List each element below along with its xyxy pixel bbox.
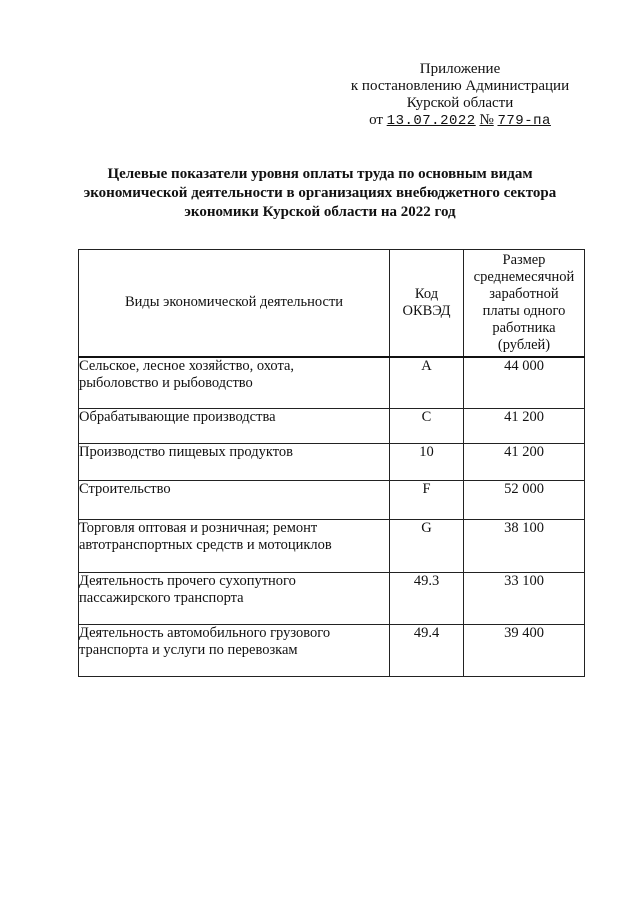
row-activity	[79, 444, 390, 481]
header-salary-line-6: (рублей)	[497, 336, 551, 353]
title-line-3: экономики Курской области на 2022 год	[184, 204, 456, 220]
row-activity-line: пассажирского транспорта	[79, 590, 244, 606]
row-activity-line: рыболовство и рыбоводство	[79, 374, 253, 391]
row-activity-line: Строительство	[79, 481, 171, 497]
row-code: 10	[390, 444, 464, 481]
row-code: F	[390, 481, 464, 520]
indicators-table	[78, 249, 585, 677]
row-value: 44 000	[464, 357, 585, 409]
date-prefix: от	[369, 112, 383, 128]
header-code-line-2: ОКВЭД	[402, 302, 451, 319]
row-code: C	[390, 409, 464, 444]
row-activity-line: транспорта и услуги по перевозкам	[79, 642, 298, 658]
row-activity-line: Сельское, лесное хозяйство, охота,	[79, 357, 295, 374]
row-activity-line: Производство пищевых продуктов	[79, 444, 293, 460]
row-activity-line: Деятельность прочего сухопутного	[79, 573, 296, 589]
row-value: 39 400	[464, 625, 585, 677]
header-salary-line-5: работника	[492, 319, 556, 336]
table-header-row	[79, 250, 585, 357]
table-row	[79, 625, 585, 677]
decree-number: 779-па	[497, 113, 551, 129]
row-activity	[79, 520, 390, 573]
header-salary-line-4: платы одного	[482, 302, 566, 319]
row-value: 41 200	[464, 444, 585, 481]
row-value: 41 200	[464, 409, 585, 444]
row-activity	[79, 481, 390, 520]
decree-date: 13.07.2022	[386, 113, 476, 129]
row-activity-line: Деятельность автомобильного грузового	[79, 625, 331, 641]
header-salary-line-2: среднемесячной	[473, 268, 575, 285]
row-activity-line: Торговля оптовая и розничная; ремонт	[79, 520, 318, 536]
row-value: 38 100	[464, 520, 585, 573]
appendix-title: Приложение	[419, 61, 501, 77]
row-code: 49.4	[390, 625, 464, 677]
row-code: 49.3	[390, 573, 464, 625]
table-row	[79, 520, 585, 573]
table-row	[79, 409, 585, 444]
row-code: A	[390, 357, 464, 409]
title-line-1: Целевые показатели уровня оплаты труда по основным видам	[107, 166, 533, 182]
header-salary-line-1: Размер	[502, 251, 546, 268]
table-row	[79, 481, 585, 520]
appendix-dateline	[340, 112, 580, 130]
table-row	[79, 444, 585, 481]
appendix-region: Курской области	[406, 95, 514, 111]
row-activity	[79, 409, 390, 444]
header-salary-line-3: заработной	[489, 285, 559, 302]
row-activity	[79, 573, 390, 625]
appendix-decree: к постановлению Администрации	[350, 78, 570, 94]
table-row	[79, 357, 585, 409]
appendix-block	[340, 61, 580, 130]
row-code: G	[390, 520, 464, 573]
row-activity-line: Обрабатывающие производства	[79, 409, 276, 425]
document-title	[60, 165, 580, 222]
table-row	[79, 573, 585, 625]
row-activity	[79, 625, 390, 677]
header-salary	[464, 250, 585, 357]
row-value: 33 100	[464, 573, 585, 625]
header-code-line-1: Код	[414, 285, 439, 302]
header-code	[390, 250, 464, 357]
row-activity	[79, 357, 390, 409]
title-line-2: экономической деятельности в организациях внебюджетного сектора	[83, 185, 557, 201]
header-activity: Виды экономической деятельности	[79, 250, 390, 357]
row-activity-line: автотранспортных средств и мотоциклов	[79, 537, 332, 553]
number-sign: №	[479, 112, 494, 128]
row-value: 52 000	[464, 481, 585, 520]
